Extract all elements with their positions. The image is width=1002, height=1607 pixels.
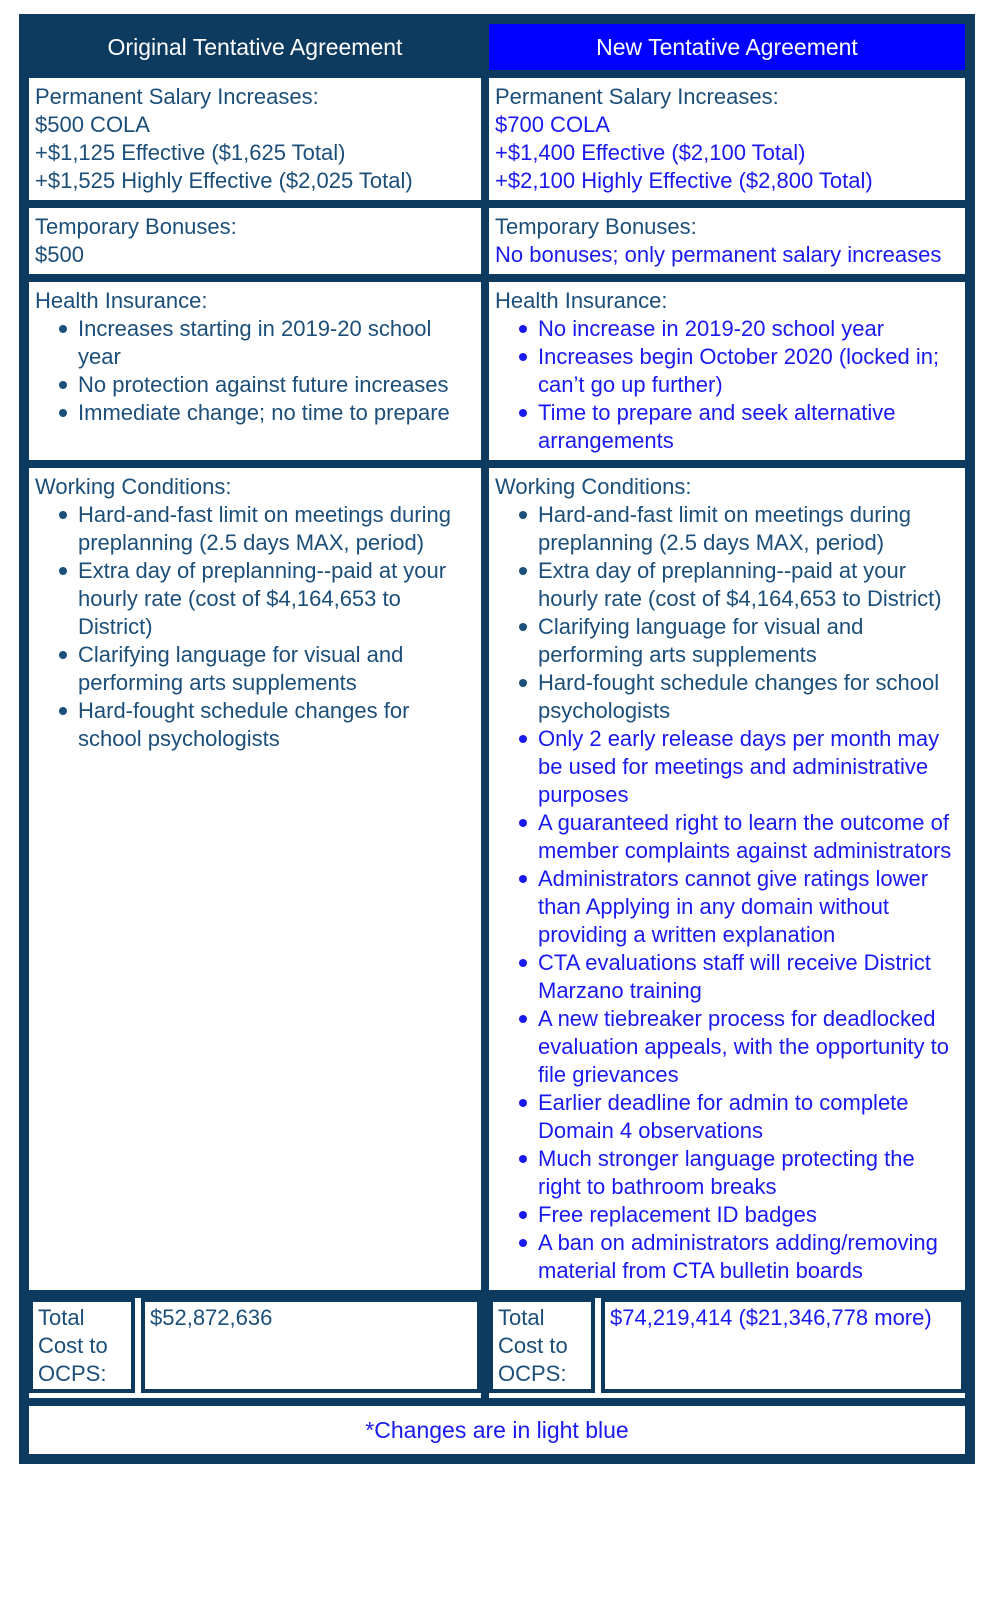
bullet-item-changed: No increase in 2019-20 school year <box>538 315 959 343</box>
footnote <box>29 1406 965 1454</box>
health-new-bullet-list <box>495 315 959 455</box>
cell-health-original <box>29 282 481 460</box>
bullet-item: Hard-and-fast limit on meetings during preplanning (2.5 days MAX, period) <box>78 501 475 557</box>
bullet-item-changed: A new tiebreaker process for deadlocked evaluation appeals, with the opportunity to file grievances <box>538 1005 959 1089</box>
health-title-original: Health Insurance: <box>35 288 208 313</box>
footnote-text: *Changes are in light blue <box>365 1417 629 1443</box>
cell-working-new <box>489 468 965 1290</box>
bullet-item-changed: Time to prepare and seek alternative arrangements <box>538 399 959 455</box>
cell-total-new <box>489 1298 965 1398</box>
header-new-label: New Tentative Agreement <box>596 34 858 60</box>
salary-line: +$1,125 Effective ($1,625 Total) <box>35 140 346 165</box>
cell-bonuses-new <box>489 208 965 274</box>
working-title-new: Working Conditions: <box>495 474 692 499</box>
cell-health-new <box>489 282 965 460</box>
salary-title-original: Permanent Salary Increases: <box>35 84 319 109</box>
salary-line: $500 COLA <box>35 112 150 137</box>
bullet-item-changed: Administrators cannot give ratings lower than Applying in any domain without providing a written explanation <box>538 865 959 949</box>
comparison-table <box>19 14 975 1464</box>
bullet-item-changed: A ban on administrators adding/removing material from CTA bulletin boards <box>538 1229 959 1285</box>
total-cost-label-new: Total Cost to OCPS: <box>489 1298 595 1393</box>
bullet-item: Extra day of preplanning--paid at your hourly rate (cost of $4,164,653 to District) <box>538 557 959 613</box>
bullet-item-changed: CTA evaluations staff will receive District Marzano training <box>538 949 959 1005</box>
total-cost-label-original: Total Cost to OCPS: <box>29 1298 135 1393</box>
header-new-agreement <box>489 24 965 70</box>
working-new-bullet-list-unchanged <box>495 501 959 725</box>
salary-line-changed: $700 COLA <box>495 112 610 137</box>
health-original-bullet-list <box>35 315 475 427</box>
cell-salary-original <box>29 78 481 200</box>
salary-line-changed: +$1,400 Effective ($2,100 Total) <box>495 140 806 165</box>
bullet-item: Clarifying language for visual and performing arts supplements <box>78 641 475 697</box>
bullet-item-changed: Free replacement ID badges <box>538 1201 959 1229</box>
header-original-agreement <box>29 24 481 70</box>
total-cost-value-original: $52,872,636 <box>141 1298 481 1393</box>
bullet-item: Hard-and-fast limit on meetings during preplanning (2.5 days MAX, period) <box>538 501 959 557</box>
bonuses-title-original: Temporary Bonuses: <box>35 214 237 239</box>
bullet-item: Hard-fought schedule changes for school psychologists <box>78 697 475 753</box>
bonuses-line-changed: No bonuses; only permanent salary increases <box>495 242 942 267</box>
bullet-item: Clarifying language for visual and performing arts supplements <box>538 613 959 669</box>
bullet-item-changed: Much stronger language protecting the right to bathroom breaks <box>538 1145 959 1201</box>
total-cost-value-new: $74,219,414 ($21,346,778 more) <box>601 1298 965 1393</box>
cell-bonuses-original <box>29 208 481 274</box>
header-original-label: Original Tentative Agreement <box>107 34 403 60</box>
cell-working-original <box>29 468 481 1290</box>
salary-line-changed: +$2,100 Highly Effective ($2,800 Total) <box>495 168 873 193</box>
working-title-original: Working Conditions: <box>35 474 232 499</box>
bullet-item-changed: A guaranteed right to learn the outcome of member complaints against administrators <box>538 809 959 865</box>
bullet-item-changed: Earlier deadline for admin to complete Domain 4 observations <box>538 1089 959 1145</box>
bullet-item: Extra day of preplanning--paid at your hourly rate (cost of $4,164,653 to District) <box>78 557 475 641</box>
working-original-bullet-list <box>35 501 475 753</box>
bonuses-title-new: Temporary Bonuses: <box>495 214 697 239</box>
working-new-bullet-list-changed <box>495 725 959 1285</box>
bullet-item: Hard-fought schedule changes for school psychologists <box>538 669 959 725</box>
bonuses-line: $500 <box>35 242 84 267</box>
salary-line: +$1,525 Highly Effective ($2,025 Total) <box>35 168 413 193</box>
salary-title-new: Permanent Salary Increases: <box>495 84 779 109</box>
bullet-item: Increases starting in 2019-20 school year <box>78 315 475 371</box>
bullet-item: No protection against future increases <box>78 371 475 399</box>
health-title-new: Health Insurance: <box>495 288 668 313</box>
bullet-item: Immediate change; no time to prepare <box>78 399 475 427</box>
bullet-item-changed: Increases begin October 2020 (locked in; can’t go up further) <box>538 343 959 399</box>
bullet-item-changed: Only 2 early release days per month may be used for meetings and administrative purposes <box>538 725 959 809</box>
cell-salary-new <box>489 78 965 200</box>
cell-total-original <box>29 1298 481 1398</box>
